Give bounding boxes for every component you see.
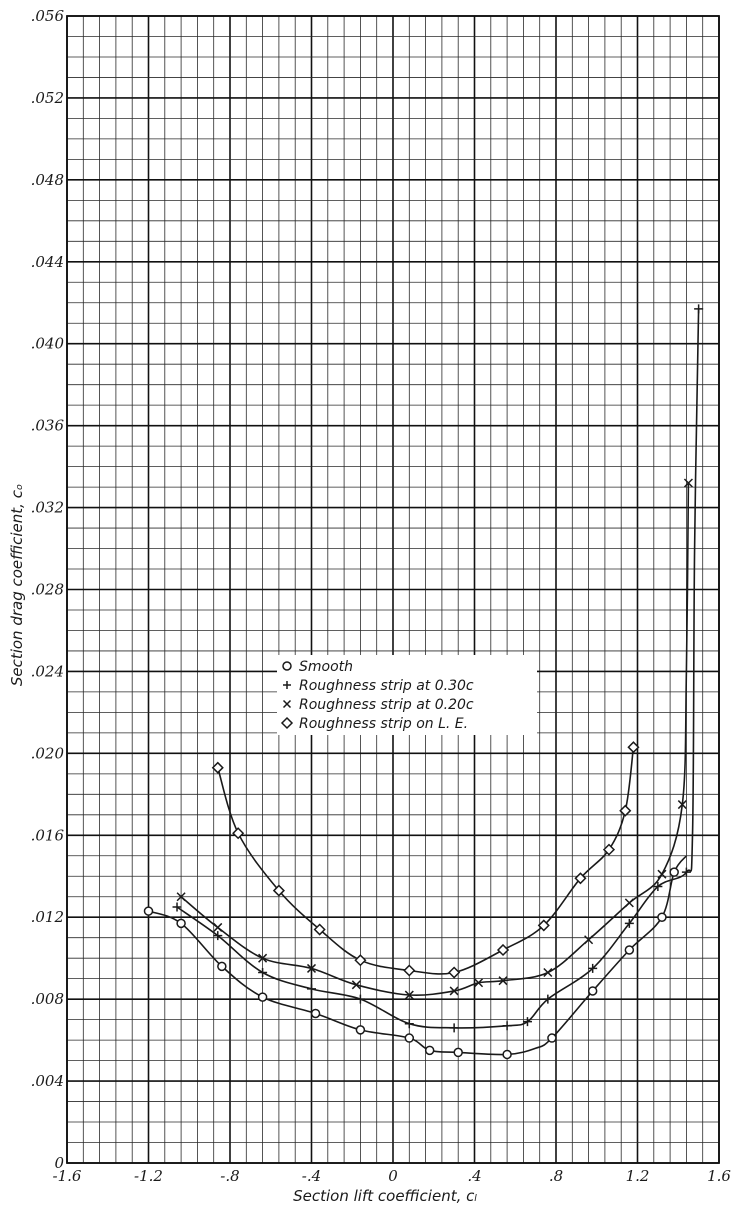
y-tick-label: .016 — [30, 826, 64, 845]
data-point-circle — [658, 913, 666, 921]
y-tick-label: .052 — [30, 88, 64, 107]
data-point-circle — [670, 868, 678, 876]
legend-item-roughness-030c — [283, 678, 474, 694]
y-tick-label: .020 — [30, 744, 64, 763]
legend-label: Roughness strip on L. E. — [299, 716, 469, 732]
y-tick-label: .004 — [30, 1072, 64, 1091]
x-tick-label: .8 — [548, 1167, 564, 1185]
y-tick-label: .032 — [30, 498, 64, 517]
y-tick-label: .048 — [30, 170, 64, 189]
legend-label: Roughness strip at 0.30c — [299, 678, 474, 694]
x-tick-label: -.4 — [301, 1167, 322, 1185]
x-tick-label: -.8 — [220, 1167, 240, 1185]
data-point-circle — [177, 919, 185, 927]
grid — [67, 16, 719, 1163]
legend-circle-icon — [283, 662, 291, 670]
data-point-circle — [625, 946, 633, 954]
legend — [277, 655, 537, 735]
y-tick-label: .028 — [30, 580, 64, 599]
y-tick-label: .012 — [30, 908, 64, 927]
y-tick-label: .040 — [30, 334, 64, 353]
data-point-circle — [259, 993, 267, 1001]
legend-item-roughness-le — [282, 716, 468, 732]
data-point-circle — [548, 1034, 556, 1042]
x-tick-label: 0 — [388, 1167, 398, 1185]
x-tick-label: 1.2 — [625, 1167, 650, 1185]
legend-label: Smooth — [299, 659, 354, 675]
data-point-circle — [312, 1009, 320, 1017]
y-tick-label: .008 — [30, 990, 64, 1009]
x-axis-label: Section lift coefficient, cₗ — [293, 1187, 477, 1205]
data-point-circle — [218, 962, 226, 970]
data-point-circle — [405, 1034, 413, 1042]
data-point-circle — [426, 1046, 434, 1054]
x-tick-label: .4 — [467, 1167, 482, 1185]
x-tick-label: -1.6 — [52, 1167, 82, 1185]
y-tick-label: .044 — [30, 252, 64, 271]
data-point-circle — [503, 1050, 511, 1058]
y-tick-label: .024 — [30, 662, 64, 681]
data-point-circle — [145, 907, 153, 915]
y-tick-label: .036 — [30, 416, 64, 435]
y-axis-label: Section drag coefficient, cₒ — [8, 483, 26, 687]
y-tick-label: 0 — [54, 1154, 64, 1172]
data-point-circle — [454, 1048, 462, 1056]
data-point-circle — [356, 1026, 364, 1034]
legend-item-roughness-020c — [284, 697, 474, 713]
x-tick-label: 1.6 — [707, 1167, 731, 1185]
y-tick-label: .056 — [30, 7, 64, 25]
legend-label: Roughness strip at 0.20c — [299, 697, 474, 713]
x-tick-label: -1.2 — [134, 1167, 163, 1185]
data-point-circle — [589, 987, 597, 995]
